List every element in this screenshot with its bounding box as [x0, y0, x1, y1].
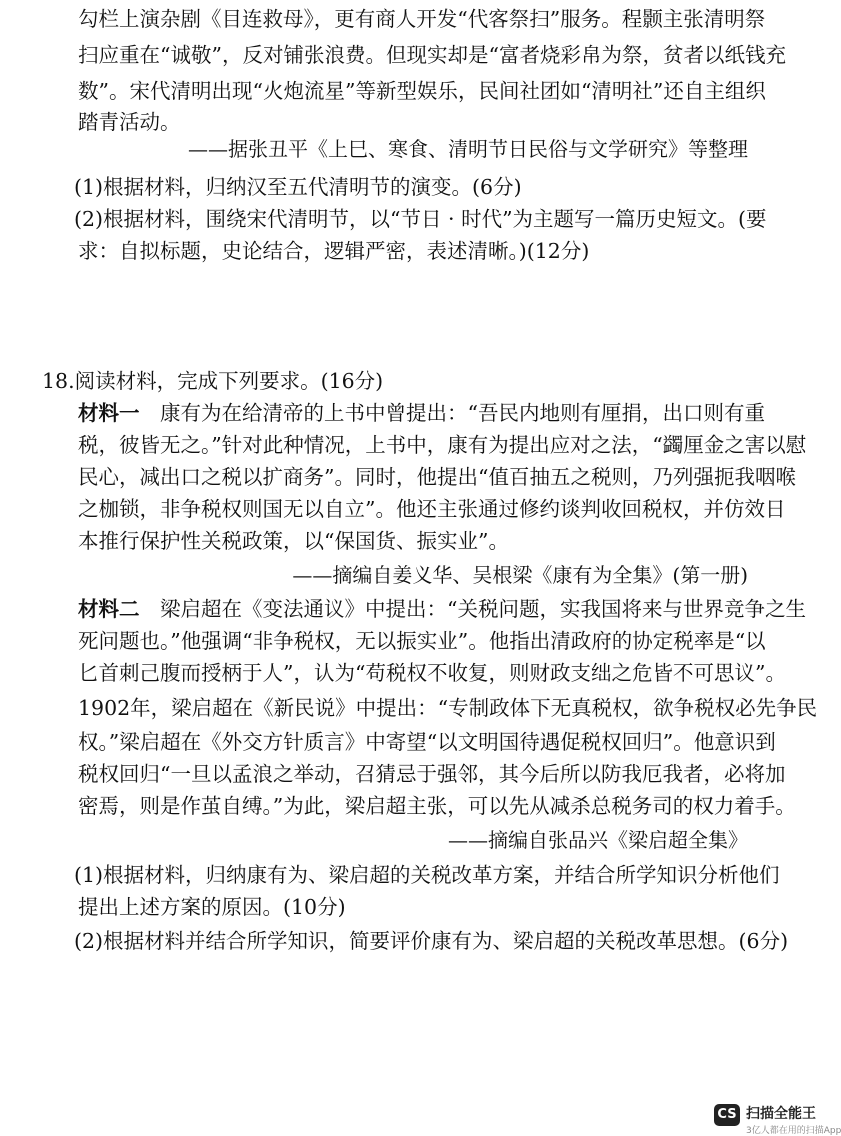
material-line: 数”。宋代清明出现“火炮流星”等新型娱乐，民间社团如“清明社”还自主组织	[78, 79, 766, 103]
material2-line: 密焉，则是作茧自缚。”为此，梁启超主张，可以先从减杀总税务司的权力着手。	[78, 794, 796, 818]
material2-line: 1902年，梁启超在《新民说》中提出：“专制政体下无真税权，欲争税权必先争民	[78, 696, 818, 720]
material2-text: 梁启超在《变法通议》中提出：“关税问题，实我国将来与世界竞争之生	[160, 597, 806, 621]
material1-first-line	[78, 398, 765, 428]
material1-source: ——摘编自姜义华、吴根梁《康有为全集》(第一册)	[292, 563, 748, 587]
camscanner-logo-icon: CS	[714, 1104, 740, 1126]
material1-line: 之枷锁，非争税权则国无以自立”。他还主张通过修约谈判收回税权，并仿效日	[78, 497, 786, 521]
material2-line: 死问题也。”他强调“非争税权，无以振实业”。他指出清政府的协定税率是“以	[78, 629, 766, 653]
material2-source: ——摘编自张品兴《梁启超全集》	[448, 828, 748, 852]
question-part: (1)根据材料，归纳汉至五代清明节的演变。(6分)	[74, 175, 522, 199]
material1-text: 康有为在给清帝的上书中曾提出：“吾民内地则有厘捐，出口则有重	[160, 401, 765, 425]
material2-first-line	[78, 594, 806, 624]
question-part: (2)根据材料并结合所学知识，简要评价康有为、梁启超的关税改革思想。(6分)	[74, 929, 789, 953]
material1-line: 民心，减出口之税以扩商务”。同时，他提出“值百抽五之税则，乃列强扼我咽喉	[78, 465, 796, 489]
material2-line: 权。”梁启超在《外交方针质言》中寄望“以文明国待遇促税权回归”。他意识到	[78, 730, 776, 754]
material1-line: 税，彼皆无之。”针对此种情况，上书中，康有为提出应对之法，“蠲厘金之害以慰	[78, 433, 807, 457]
material2-line: 税权回归“一旦以孟浪之举动，召猜忌于强邻，其今后所以防我厄我者，必将加	[78, 762, 786, 786]
material-line: 扫应重在“诚敬”，反对铺张浪费。但现实却是“富者烧彩帛为祭，贫者以纸钱充	[78, 43, 786, 67]
question-part: (1)根据材料，归纳康有为、梁启超的关税改革方案，并结合所学知识分析他们	[74, 863, 780, 887]
material2-label: 材料二	[78, 597, 140, 621]
question-part: 提出上述方案的原因。(10分)	[78, 895, 346, 919]
watermark-subtext: 3亿人都在用的扫描App	[746, 1126, 841, 1136]
watermark-text: 扫描全能王	[746, 1106, 816, 1122]
question-part: 求：自拟标题，史论结合，逻辑严密，表述清晰。)(12分)	[78, 239, 590, 263]
material2-line: 匕首刺己腹而授柄于人”，认为“苟税权不收复，则财政支绌之危皆不可思议”。	[78, 661, 786, 685]
question-heading: 18.阅读材料，完成下列要求。(16分)	[42, 369, 384, 393]
material1-line: 本推行保护性关税政策，以“保国货、振实业”。	[78, 529, 509, 553]
material-line: 踏青活动。	[78, 110, 181, 134]
material1-label: 材料一	[78, 401, 140, 425]
question-part: (2)根据材料，围绕宋代清明节，以“节日 · 时代”为主题写一篇历史短文。(要	[74, 207, 767, 231]
scanner-watermark	[710, 1098, 841, 1136]
material-line: 勾栏上演杂剧《目连救母》，更有商人开发“代客祭扫”服务。程颢主张清明祭	[78, 7, 766, 31]
material-source: ——据张丑平《上巳、寒食、清明节日民俗与文学研究》等整理	[188, 137, 748, 161]
